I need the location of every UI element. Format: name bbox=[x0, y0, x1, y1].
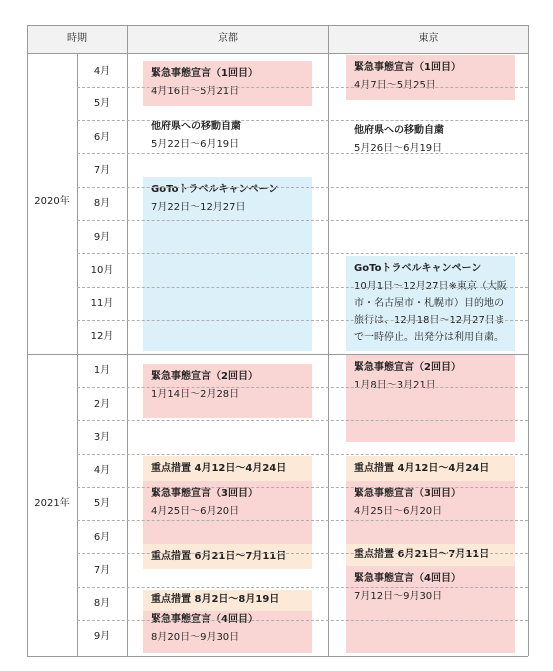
header-period: 時期 bbox=[67, 33, 87, 44]
kyoto-emergency4-date: 8月20日～9月30日 bbox=[151, 632, 240, 643]
grid-row-line bbox=[77, 387, 528, 388]
grid-bottom bbox=[27, 656, 528, 657]
kyoto-emergency3-title: 緊急事態宣言（3回目） bbox=[151, 488, 258, 499]
month-2020-4: 4月 bbox=[93, 66, 111, 77]
month-2020-7: 7月 bbox=[93, 165, 111, 176]
kyoto-emergency3-date: 4月25日～6月20日 bbox=[151, 506, 240, 517]
month-2021-3: 3月 bbox=[93, 432, 111, 443]
kyoto-goto-box bbox=[143, 177, 312, 351]
tokyo-goto-box bbox=[346, 256, 515, 351]
month-2021-8: 8月 bbox=[93, 598, 111, 609]
kyoto-selfrestraint-date: 5月22日～6月19日 bbox=[151, 139, 240, 150]
grid-row-line bbox=[77, 187, 528, 188]
grid-year-divider bbox=[27, 354, 528, 355]
tokyo-emergency3-box bbox=[346, 481, 515, 544]
kyoto-priority3-text: 重点措置 8月2日～8月19日 bbox=[151, 594, 280, 605]
grid-row-line bbox=[77, 553, 528, 554]
tokyo-emergency3-title: 緊急事態宣言（3回目） bbox=[354, 488, 461, 499]
month-2021-5: 5月 bbox=[93, 498, 111, 509]
tokyo-goto-date: 10月1日～12月27日※東京（大阪市・名古屋市・札幌市）目的地の旅行は、12月18日～12月27日まで一時停止。出発分は利用自粛。 bbox=[354, 281, 507, 343]
grid-left bbox=[27, 25, 28, 656]
tokyo-emergency1-date: 4月7日～5月25日 bbox=[354, 80, 436, 91]
month-2021-7: 7月 bbox=[93, 565, 111, 576]
tokyo-emergency2-title: 緊急事態宣言（2回目） bbox=[354, 362, 461, 373]
grid-right bbox=[528, 25, 529, 656]
tokyo-selfrestraint-title: 他府県への移動自粛 bbox=[354, 125, 444, 136]
tokyo-emergency4-date: 7月12日～9月30日 bbox=[354, 591, 443, 602]
kyoto-selfrestraint-title: 他府県への移動自粛 bbox=[151, 121, 241, 132]
grid-row-line bbox=[77, 87, 528, 88]
tokyo-priority2-text: 重点措置 6月21日～7月11日 bbox=[354, 549, 490, 560]
year-2021: 2021年 bbox=[34, 498, 70, 509]
kyoto-emergency4-title: 緊急事態宣言（4回目） bbox=[151, 614, 258, 625]
grid-row-line bbox=[77, 153, 528, 154]
kyoto-emergency3-box bbox=[143, 481, 312, 544]
kyoto-priority1-box bbox=[143, 456, 312, 481]
kyoto-priority2-box bbox=[143, 544, 312, 569]
month-2020-6: 6月 bbox=[93, 132, 111, 143]
kyoto-emergency2-date: 1月14日～2月28日 bbox=[151, 389, 240, 400]
grid-row-line bbox=[77, 454, 528, 455]
tokyo-emergency2-date: 1月8日～3月21日 bbox=[354, 380, 436, 391]
header-tokyo: 東京 bbox=[418, 33, 439, 44]
kyoto-priority3-box bbox=[143, 590, 312, 611]
tokyo-priority1-text: 重点措置 4月12日～4月24日 bbox=[354, 463, 490, 474]
kyoto-goto-date: 7月22日～12月27日 bbox=[151, 202, 246, 213]
grid-row-line bbox=[77, 487, 528, 488]
month-2021-6: 6月 bbox=[93, 532, 111, 543]
grid-row-line bbox=[77, 120, 528, 121]
kyoto-emergency1-title: 緊急事態宣言（1回目） bbox=[151, 68, 258, 79]
grid-row-line bbox=[77, 220, 528, 221]
month-2020-5: 5月 bbox=[93, 98, 111, 109]
month-2020-10: 10月 bbox=[90, 265, 114, 276]
grid-row-line bbox=[77, 320, 528, 321]
header-kyoto: 京都 bbox=[218, 33, 238, 44]
month-2021-4: 4月 bbox=[93, 465, 111, 476]
tokyo-priority2-box bbox=[346, 544, 515, 566]
kyoto-priority1-text: 重点措置 4月12日～4月24日 bbox=[151, 463, 287, 474]
tokyo-emergency4-box bbox=[346, 566, 515, 653]
kyoto-emergency2-box bbox=[143, 364, 312, 418]
tokyo-emergency2-box bbox=[346, 355, 515, 442]
month-2020-12: 12月 bbox=[90, 331, 114, 342]
grid-row-line bbox=[77, 520, 528, 521]
kyoto-goto-title: GoToトラベルキャンペーン bbox=[151, 184, 279, 195]
grid-row-line bbox=[77, 253, 528, 254]
grid-row-line bbox=[77, 420, 528, 421]
month-2020-8: 8月 bbox=[93, 198, 111, 209]
grid-top bbox=[27, 25, 528, 26]
kyoto-emergency2-title: 緊急事態宣言（2回目） bbox=[151, 371, 258, 382]
tokyo-emergency1-box bbox=[346, 55, 515, 100]
tokyo-emergency3-date: 4月25日～6月20日 bbox=[354, 506, 443, 517]
grid-row-line bbox=[77, 620, 528, 621]
kyoto-priority2-text: 重点措置 6月21日～7月11日 bbox=[151, 551, 287, 562]
kyoto-emergency4-box bbox=[143, 611, 312, 653]
tokyo-emergency4-title: 緊急事態宣言（4回目） bbox=[354, 573, 461, 584]
year-2020: 2020年 bbox=[34, 196, 70, 207]
month-2021-2: 2月 bbox=[93, 399, 111, 410]
grid-row-line bbox=[77, 287, 528, 288]
month-2020-11: 11月 bbox=[90, 298, 114, 309]
grid-header-bottom bbox=[27, 53, 528, 54]
tokyo-priority1-box bbox=[346, 456, 515, 481]
tokyo-goto-title: GoToトラベルキャンペーン bbox=[354, 263, 482, 274]
tokyo-selfrestraint-box bbox=[346, 118, 515, 158]
kyoto-emergency1-date: 4月16日～5月21日 bbox=[151, 86, 240, 97]
tokyo-emergency1-title: 緊急事態宣言（1回目） bbox=[354, 62, 461, 73]
kyoto-emergency1-box bbox=[143, 61, 312, 106]
month-2020-9: 9月 bbox=[93, 232, 111, 243]
month-2021-9: 9月 bbox=[93, 631, 111, 642]
grid-row-line bbox=[77, 587, 528, 588]
tokyo-selfrestraint-date: 5月26日～6月19日 bbox=[354, 143, 443, 154]
month-2021-1: 1月 bbox=[93, 365, 111, 376]
